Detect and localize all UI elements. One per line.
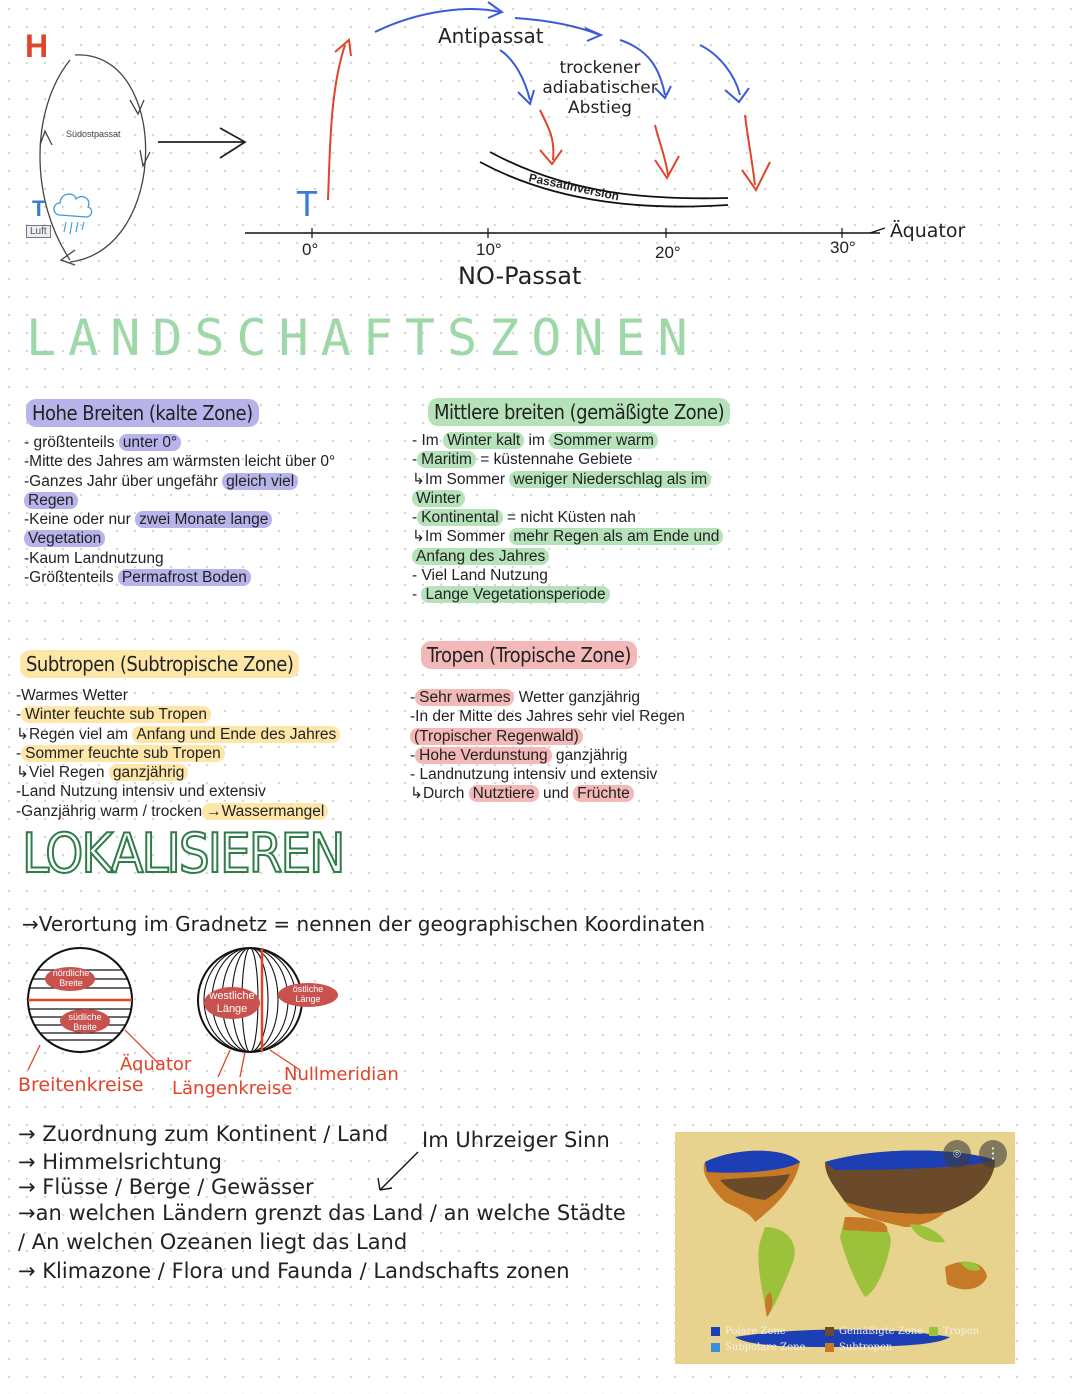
list-item: -In der Mitte des Jahres sehr viel Regen [410,708,685,726]
legend-swatch [929,1327,938,1336]
note-item: → Himmelsrichtung [18,1150,223,1174]
legend-label: Subpolare Zone [725,1342,806,1353]
legend-label: Subtropen [839,1342,893,1353]
lokalisieren-title: LOKALISIEREN [22,822,344,885]
map-more-icon[interactable]: ⋮ [979,1140,1007,1168]
antipassat-label: Antipassat [438,24,544,48]
note-item: / An welchen Ozeanen liegt das Land [18,1230,408,1254]
legend-swatch [825,1343,834,1352]
legend-polar [711,1326,786,1337]
list-item: - Maritim = küstennahe Gebiete [412,451,633,469]
list-item: (Tropischer Regenwald) [410,727,685,746]
map-lens-icon[interactable]: ⌾ [943,1140,971,1168]
t-label-left: T [32,196,46,221]
aequator-label: Äquator [890,220,966,242]
list-item: -Ganzjährig warm / trocken →Wassermangel [16,802,340,821]
list-item: -Warmes Wetter [16,687,128,704]
hohe-breiten-title: Hohe Breiten (kalte Zone) [26,399,259,427]
note-item: → Klimazone / Flora und Faunda / Landschafts zonen [18,1259,570,1283]
list-item: ↳Durch Nutztiere und Früchte [410,784,685,803]
legend-gemaessigt [825,1326,923,1337]
list-item: - Winter feuchte sub Tropen [16,705,340,724]
legend-label: Tropen [943,1326,980,1337]
list-item: Anfang des Jahres [412,547,723,566]
list-item: - Im Winter kalt im Sommer warm [412,431,723,450]
list-item: Winter [412,489,723,508]
note-item: → Zuordnung zum Kontinent / Land [18,1122,389,1146]
legend-subpolar [711,1342,805,1353]
no-passat-label: NO-Passat [458,262,582,290]
world-map [675,1132,1015,1364]
laengenkreise-label: Längenkreise [172,1078,293,1099]
absteig-line-3: Abstieg [568,98,632,118]
list-item: -Kaum Landnutzung [24,549,164,567]
absteig-line-1: trockener [559,58,641,78]
breitenkreise-label: Breitenkreise [18,1074,144,1096]
legend-swatch [711,1343,720,1352]
suedliche-breite-label: südliche Breite [68,1012,102,1032]
tropen-list [410,688,685,804]
tick-20: 20° [655,243,681,262]
tick-0: 0° [302,240,319,259]
list-item: ↳Regen viel am Anfang und Ende des Jahres [16,725,340,744]
note-item: → Flüsse / Berge / Gewässer [18,1175,314,1199]
oestliche-laenge-label: östliche Länge [292,984,324,1004]
tick-30: 30° [830,238,856,257]
tick-10: 10° [476,240,502,259]
passat-diagram [0,0,1080,300]
absteig-line-2: adiabatischer [542,78,658,98]
list-item: - Hohe Verdunstung ganzjährig [410,746,628,764]
noerdliche-breite-label: nördliche Breite [52,968,90,988]
legend-label: Polare Zone [725,1326,786,1337]
legend-swatch [825,1327,834,1336]
list-item: ↳Im Sommer mehr Regen als am Ende und [412,527,723,546]
list-item: - größtenteils unter 0° [24,433,335,452]
absteig-label [540,58,660,118]
list-item: - Sommer feuchte sub Tropen [16,744,340,763]
westliche-laenge-label: westliche Länge [209,990,255,1015]
hohe-breiten-list [24,433,335,587]
list-item: - Landnutzung intensiv und extensiv [410,766,658,784]
legend-swatch [711,1327,720,1336]
landschaftszonen-title: LANDSCHAFTSZONEN [26,309,700,367]
suedostpassat-label: Südostpassat [66,129,121,139]
list-item: ↳Viel Regen ganzjährig [16,763,340,782]
list-item: ↳Im Sommer weniger Niederschlag als im [412,470,723,489]
verortung-text: →Verortung im Gradnetz = nennen der geographischen Koordinaten [22,912,706,936]
mittlere-breiten-title: Mittlere breiten (gemäßigte Zone) [428,398,730,426]
mittlere-breiten-list [412,431,723,605]
inversion-label: Passatinversion [527,170,621,204]
list-item: -Keine oder nur zwei Monate lange [24,510,335,529]
luft-label: Luft [26,225,51,238]
list-item: -Land Nutzung intensiv und extensiv [16,783,266,801]
note-item: →an welchen Ländern grenzt das Land / an welche Städte [18,1201,626,1225]
list-item: Regen [24,491,335,510]
subtropen-list [16,686,340,821]
aequator-globe-label: Äquator [120,1054,192,1075]
list-item: -Größtenteils Permafrost Boden [24,568,335,587]
legend-label: Gemäßigte Zone [839,1326,924,1337]
uhrzeiger-label: Im Uhrzeiger Sinn [422,1128,610,1152]
subtropen-title: Subtropen (Subtropische Zone) [20,650,299,678]
list-item: Vegetation [24,529,335,548]
nullmeridian-label: Nullmeridian [284,1064,399,1085]
list-item: - Viel Land Nutzung [412,567,548,585]
list-item: - Kontinental = nicht Küsten nah [412,509,636,527]
list-item: - Lange Vegetationsperiode [412,585,723,604]
list-item: -Ganzes Jahr über ungefähr gleich viel [24,472,335,491]
list-item: -Mitte des Jahres am wärmsten leicht über 0° [24,453,336,471]
legend-subtropen [825,1342,892,1353]
legend-tropen [929,1326,979,1337]
h-label: H [25,28,49,64]
list-item: - Sehr warmes Wetter ganzjährig [410,689,640,706]
tropen-title: Tropen (Tropische Zone) [421,641,637,669]
uhrzeiger-pointer [370,1150,430,1210]
t-label-axis: T [296,183,318,224]
